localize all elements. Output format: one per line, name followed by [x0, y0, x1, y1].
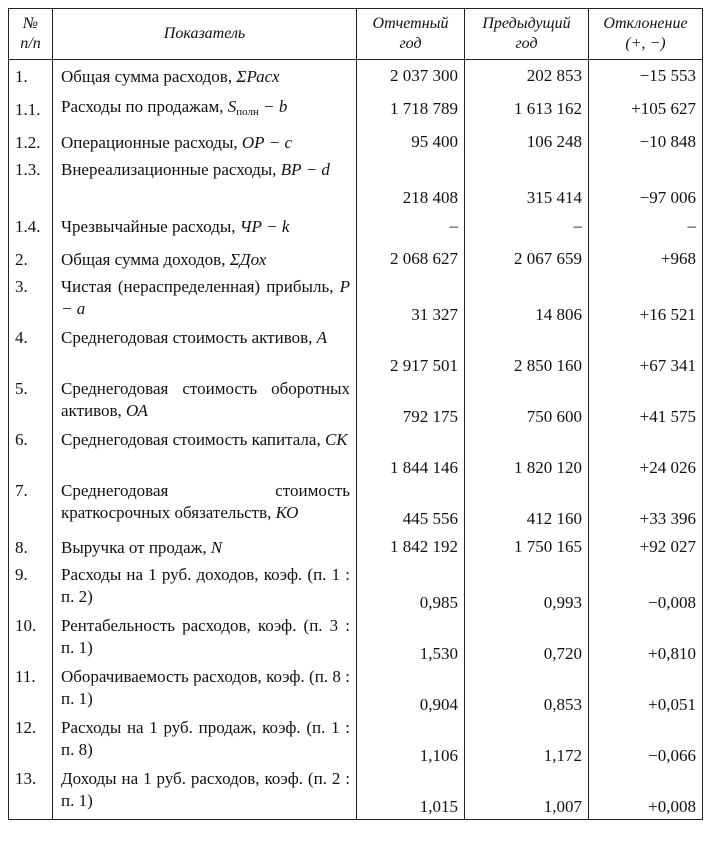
indicator-text: Общая сумма расходов, [61, 66, 237, 86]
indicator-cell [53, 327, 357, 378]
previous-year-value: 1 750 165 [465, 531, 589, 564]
header-deviation-line1: Отклонение [603, 15, 688, 32]
table-row [9, 429, 703, 480]
indicator-text: Чистая (нераспределенная) прибыль, [61, 277, 340, 296]
table-row [9, 126, 703, 159]
row-number: 1.2. [9, 126, 53, 159]
row-number: 11. [9, 666, 53, 717]
previous-year-value: 412 160 [465, 480, 589, 531]
deviation-value: +968 [589, 243, 703, 276]
table-row [9, 276, 703, 327]
indicator-cell [53, 531, 357, 564]
current-year-value: 31 327 [357, 276, 465, 327]
header-deviation-line2: (+, −) [625, 35, 666, 52]
header-previous-year [465, 9, 589, 60]
row-number: 1.4. [9, 210, 53, 243]
deviation-value: +16 521 [589, 276, 703, 327]
row-number: 1. [9, 60, 53, 94]
indicator-formula: А [316, 328, 328, 347]
row-number: 3. [9, 276, 53, 327]
indicator-text: Среднегодовая стоимость активов, [61, 328, 317, 347]
current-year-value: 1,106 [357, 717, 465, 768]
indicator-text: Среднегодовая стоимость оборотных активов, [61, 379, 350, 420]
header-number [9, 9, 53, 60]
indicator-cell [53, 159, 357, 210]
table-row [9, 327, 703, 378]
indicator-text: Операционные расходы, [61, 132, 242, 152]
deviation-value: −10 848 [589, 126, 703, 159]
indicator-cell [53, 429, 357, 480]
deviation-value: +0,810 [589, 615, 703, 666]
deviation-value: +0,051 [589, 666, 703, 717]
deviation-value: −97 006 [589, 159, 703, 210]
indicator-cell [53, 768, 357, 820]
deviation-value: +41 575 [589, 378, 703, 429]
previous-year-value: 315 414 [465, 159, 589, 210]
previous-year-value: 1,172 [465, 717, 589, 768]
header-previous-line1: Предыдущий [482, 15, 571, 32]
indicator-cell [53, 717, 357, 768]
previous-year-value: 0,993 [465, 564, 589, 615]
row-number: 13. [9, 768, 53, 820]
row-number: 9. [9, 564, 53, 615]
table-row [9, 243, 703, 276]
deviation-value: +92 027 [589, 531, 703, 564]
indicator-cell [53, 564, 357, 615]
previous-year-value: – [465, 210, 589, 243]
deviation-value: −15 553 [589, 60, 703, 94]
deviation-value: −0,066 [589, 717, 703, 768]
indicator-text: Оборачиваемость расходов, коэф. (п. 8 : п. 1) [61, 667, 350, 708]
indicator-text: Расходы по продажам, [61, 97, 228, 116]
table-row [9, 768, 703, 820]
header-current-line1: Отчетный [372, 15, 449, 32]
indicator-text: Общая сумма доходов, [61, 249, 230, 269]
row-number: 8. [9, 531, 53, 564]
table-body [9, 60, 703, 820]
table-row [9, 378, 703, 429]
indicator-formula: ВР − d [280, 160, 330, 179]
current-year-value: 1 718 789 [357, 93, 465, 126]
previous-year-value: 1,007 [465, 768, 589, 820]
deviation-value: +33 396 [589, 480, 703, 531]
indicator-formula: ОА [126, 401, 148, 420]
previous-year-value: 106 248 [465, 126, 589, 159]
indicator-text: Среднегодовая стоимость краткосрочных обязательств, [61, 481, 350, 522]
indicator-formula: ЧР − k [239, 216, 290, 236]
row-number: 4. [9, 327, 53, 378]
header-deviation [589, 9, 703, 60]
current-year-value: 2 917 501 [357, 327, 465, 378]
row-number: 1.3. [9, 159, 53, 210]
deviation-value: +105 627 [589, 93, 703, 126]
row-number: 1.1. [9, 93, 53, 126]
current-year-value: 0,904 [357, 666, 465, 717]
row-number: 5. [9, 378, 53, 429]
deviation-value: +67 341 [589, 327, 703, 378]
indicator-cell [53, 210, 357, 243]
indicator-formula: ΣДох [229, 249, 267, 269]
indicator-formula: S [227, 97, 237, 116]
table-row [9, 717, 703, 768]
row-number: 7. [9, 480, 53, 531]
header-number-line1: № [22, 15, 39, 32]
table-row [9, 531, 703, 564]
current-year-value: 218 408 [357, 159, 465, 210]
previous-year-value: 14 806 [465, 276, 589, 327]
indicator-formula: N [210, 537, 223, 557]
current-year-value: 1 844 146 [357, 429, 465, 480]
indicator-text: Чрезвычайные расходы, [61, 216, 240, 236]
previous-year-value: 1 613 162 [465, 93, 589, 126]
current-year-value: 0,985 [357, 564, 465, 615]
previous-year-value: 1 820 120 [465, 429, 589, 480]
table-row [9, 159, 703, 210]
indicator-cell [53, 276, 357, 327]
header-indicator: Показатель [53, 9, 357, 60]
previous-year-value: 750 600 [465, 378, 589, 429]
current-year-value: 1,015 [357, 768, 465, 820]
indicator-text: Расходы на 1 руб. продаж, коэф. (п. 1 : п. 8) [61, 718, 350, 759]
header-current-year [357, 9, 465, 60]
current-year-value: 445 556 [357, 480, 465, 531]
indicator-cell [53, 126, 357, 159]
indicator-formula: ΣРасх [236, 66, 280, 86]
deviation-value: – [589, 210, 703, 243]
indicator-formula: КО [275, 503, 299, 522]
row-number: 2. [9, 243, 53, 276]
previous-year-value: 0,720 [465, 615, 589, 666]
current-year-value: 2 037 300 [357, 60, 465, 94]
current-year-value: 1,530 [357, 615, 465, 666]
previous-year-value: 202 853 [465, 60, 589, 94]
table-header-row [9, 9, 703, 60]
indicator-cell [53, 666, 357, 717]
deviation-value: +0,008 [589, 768, 703, 820]
indicators-table [8, 8, 703, 820]
header-previous-line2: год [515, 35, 538, 52]
indicator-text: Расходы на 1 руб. доходов, коэф. (п. 1 : п. 2) [61, 565, 350, 606]
indicator-cell [53, 378, 357, 429]
indicator-text: Доходы на 1 руб. расходов, коэф. (п. 2 : п. 1) [61, 769, 350, 810]
current-year-value: – [357, 210, 465, 243]
row-number: 10. [9, 615, 53, 666]
table-row [9, 93, 703, 126]
table-row [9, 564, 703, 615]
indicator-formula-subscript: полн [236, 106, 259, 118]
current-year-value: 1 842 192 [357, 531, 465, 564]
indicator-text: Рентабельность расходов, коэф. (п. 3 : п. 1) [61, 616, 350, 657]
header-number-line2: п/п [20, 35, 41, 52]
table-row [9, 480, 703, 531]
indicator-formula: СК [324, 430, 348, 449]
indicator-text: Внереализационные расходы, [61, 160, 281, 179]
previous-year-value: 2 067 659 [465, 243, 589, 276]
deviation-value: −0,008 [589, 564, 703, 615]
current-year-value: 2 068 627 [357, 243, 465, 276]
row-number: 12. [9, 717, 53, 768]
table-row [9, 60, 703, 94]
deviation-value: +24 026 [589, 429, 703, 480]
previous-year-value: 0,853 [465, 666, 589, 717]
indicator-cell [53, 93, 357, 126]
table-row [9, 666, 703, 717]
table-row [9, 210, 703, 243]
indicator-cell [53, 60, 357, 94]
indicator-formula: ОР − с [241, 132, 293, 152]
current-year-value: 792 175 [357, 378, 465, 429]
table-row [9, 615, 703, 666]
indicator-cell [53, 243, 357, 276]
indicator-cell [53, 480, 357, 531]
previous-year-value: 2 850 160 [465, 327, 589, 378]
indicator-cell [53, 615, 357, 666]
row-number: 6. [9, 429, 53, 480]
indicator-formula: Р − а [61, 277, 350, 318]
current-year-value: 95 400 [357, 126, 465, 159]
header-current-line2: год [399, 35, 422, 52]
indicator-text: Выручка от продаж, [61, 537, 211, 557]
indicator-text: Среднегодовая стоимость капитала, [61, 430, 325, 449]
indicator-formula-tail: − b [258, 97, 288, 116]
